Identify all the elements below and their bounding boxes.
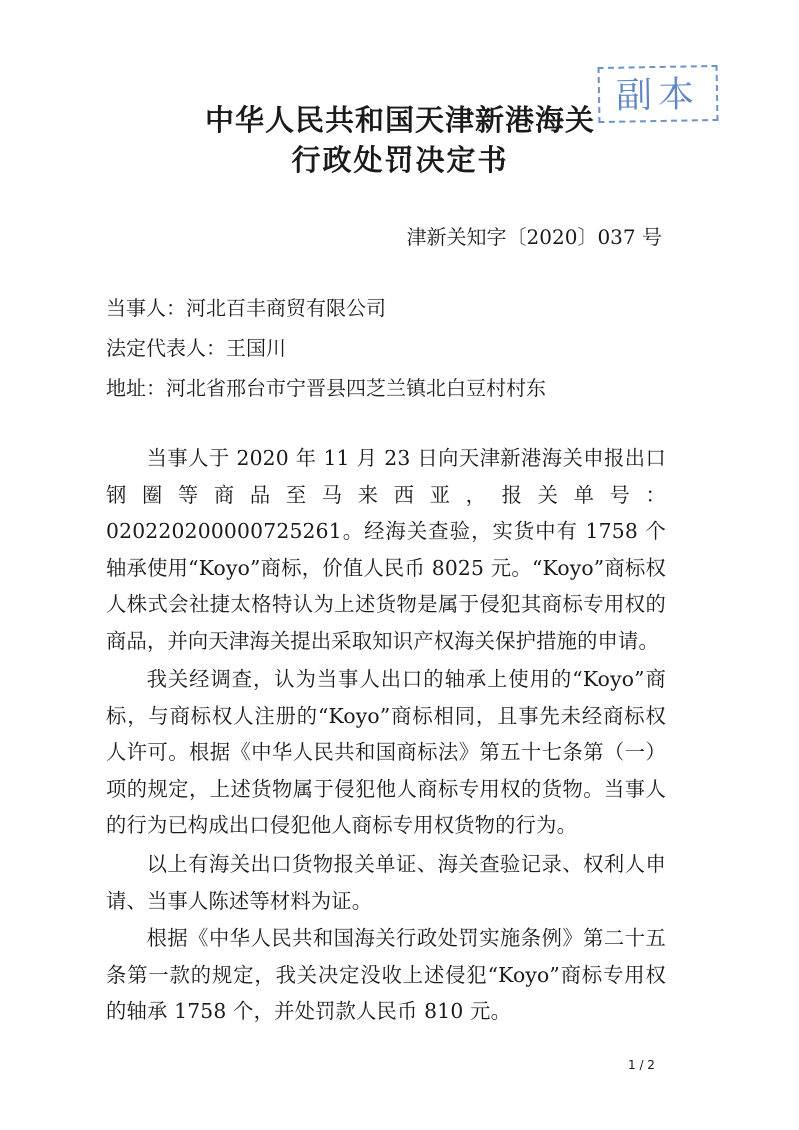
paragraph-findings: 我关经调查，认为当事人出口的轴承上使用的“Koyo”商标，与商标权人注册的“Koyo”商标相同，且事先未经商标权人许可。根据《中华人民共和国商标法》第五十七条第（一）项的规定，上述货物属于侵犯他人商标专用权的货物。当事人的行为已构成出口侵犯他人商标专用权货物的行为。 (106, 667, 666, 838)
paragraph-evidence: 以上有海关出口货物报关单证、海关查验记录、权利人申请、当事人陈述等材料为证。 (106, 852, 666, 913)
page-number: 1 / 2 (628, 1058, 655, 1072)
copy-stamp: 副本 (598, 65, 719, 123)
party-address: 地址：河北省邢台市宁晋县四芝兰镇北白豆村村东 (106, 376, 546, 400)
document-number: 津新关知字〔2020〕037 号 (406, 225, 662, 249)
legal-representative: 法定代表人：王国川 (106, 336, 286, 360)
document-title-line2: 行政处罚决定书 (291, 143, 509, 177)
party-name: 当事人：河北百丰商贸有限公司 (106, 296, 386, 320)
paragraph-facts: 当事人于 2020 年 11 月 23 日向天津新港海关申报出口钢圈等商品至马来西亚，报关单号：020220200000725261。经海关查验，实货中有 1758 个轴承使用“Koyo”商标，价值人民币 8025 元。“Koyo”商标权人株式会社捷太格特认为上述货物是属于侵犯其商标专用权的商品，并向天津海关提出采取知识产权海关保护措施的申请。 (106, 446, 666, 653)
document-title-line1: 中华人民共和国天津新港海关 (204, 103, 595, 137)
paragraph-decision: 根据《中华人民共和国海关行政处罚实施条例》第二十五条第一款的规定，我关决定没收上述侵犯“Koyo”商标专用权的轴承 1758 个，并处罚款人民币 810 元。 (106, 926, 666, 1024)
